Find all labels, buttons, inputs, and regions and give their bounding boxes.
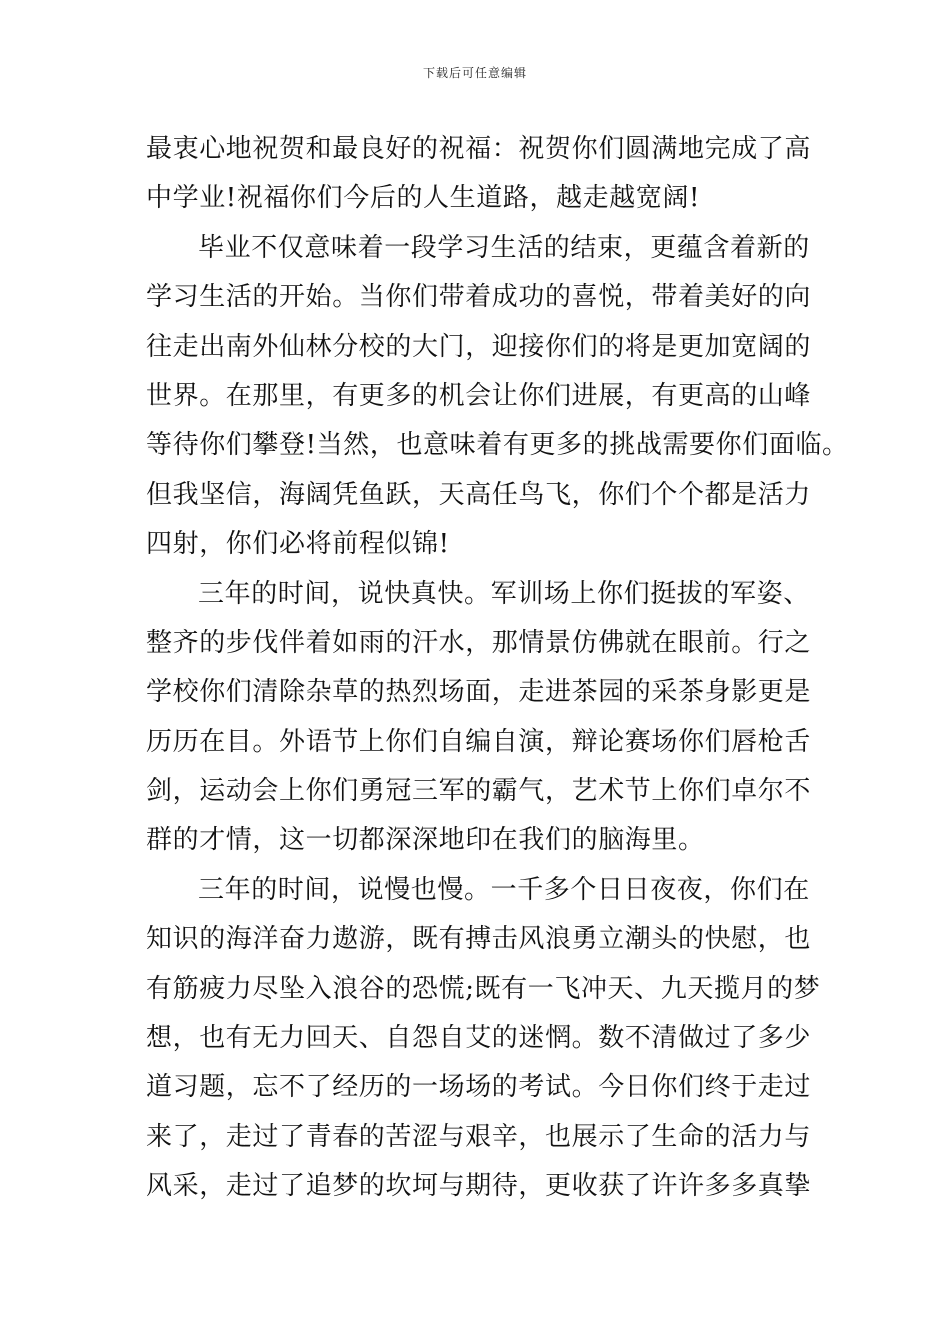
text-line: 四射，你们必将前程似锦! bbox=[146, 529, 450, 560]
text-line: 最衷心地祝贺和最良好的祝福：祝贺你们圆满地完成了高 bbox=[146, 134, 812, 164]
text-line: 学习生活的开始。当你们带着成功的喜悦，带着美好的向 bbox=[146, 282, 812, 313]
text-line: 学校你们清除杂草的热烈场面，走进茶园的采茶身影更是 bbox=[146, 677, 812, 708]
text-line: 想，也有无力回天、自怨自艾的迷惘。数不清做过了多少 bbox=[146, 1023, 812, 1054]
text-line: 剑，运动会上你们勇冠三军的霸气，艺术节上你们卓尔不 bbox=[146, 776, 812, 807]
text-line: 历历在目。外语节上你们自编自演，辩论赛场你们唇枪舌 bbox=[146, 726, 812, 757]
document-body bbox=[146, 125, 849, 1212]
text-line: 风采，走过了追梦的坎坷与期待，更收获了许许多多真挚 bbox=[146, 1171, 812, 1202]
text-line: 来了，走过了青春的苦涩与艰辛，也展示了生命的活力与 bbox=[146, 1121, 812, 1152]
text-line: 中学业!祝福你们今后的人生道路，越走越宽阔! bbox=[146, 183, 701, 214]
text-line: 等待你们攀登!当然，也意味着有更多的挑战需要你们面临。 bbox=[146, 430, 849, 461]
text-line: 世界。在那里，有更多的机会让你们进展，有更高的山峰 bbox=[146, 380, 812, 411]
text-line: 有筋疲力尽坠入浪谷的恐慌;既有一飞冲天、九天揽月的梦 bbox=[146, 973, 821, 1004]
text-line: 三年的时间，说快真快。军训场上你们挺拔的军姿、 bbox=[198, 578, 810, 609]
text-line: 整齐的步伐伴着如雨的汗水，那情景仿佛就在眼前。行之 bbox=[146, 627, 812, 658]
text-line: 群的才情，这一切都深深地印在我们的脑海里。 bbox=[146, 825, 705, 856]
text-line: 知识的海洋奋力遨游，既有搏击风浪勇立潮头的快慰，也 bbox=[146, 924, 812, 955]
text-line: 三年的时间，说慢也慢。一千多个日日夜夜，你们在 bbox=[198, 874, 810, 905]
page-header: 下载后可任意编辑 bbox=[422, 66, 527, 80]
text-line: 毕业不仅意味着一段学习生活的结束，更蕴含着新的 bbox=[198, 232, 810, 263]
text-line: 但我坚信，海阔凭鱼跃，天高任鸟飞，你们个个都是活力 bbox=[146, 479, 812, 510]
text-line: 道习题，忘不了经历的一场场的考试。今日你们终于走过 bbox=[146, 1072, 812, 1103]
text-line: 往走出南外仙林分校的大门，迎接你们的将是更加宽阔的 bbox=[146, 331, 812, 362]
